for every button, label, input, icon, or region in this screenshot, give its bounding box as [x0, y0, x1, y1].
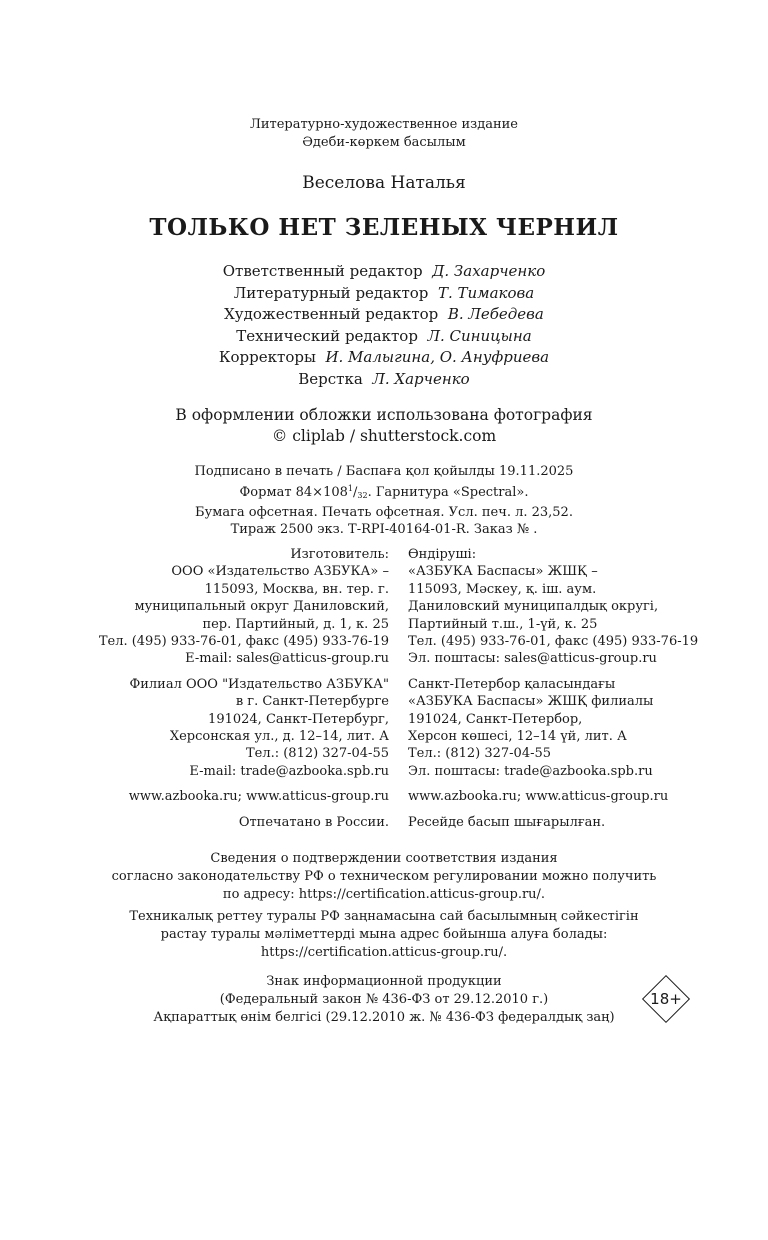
info-line: 191024, Санкт-Петербор,	[408, 711, 583, 727]
cert-line: Техникалық реттеу туралы РФ заңнамасына сай басылымның сәйкестігін	[129, 909, 639, 924]
manufacturer-ru	[99, 546, 389, 668]
editor-name: Д. Захарченко	[432, 262, 546, 280]
info-line: Тел. (495) 933-76-01, факс (495) 933-76-19	[408, 634, 699, 650]
cover-credit	[0, 405, 768, 447]
info-line: 115093, Москва, вн. тер. г.	[204, 581, 389, 597]
info-line: «АЗБУКА Баспасы» ЖШҚ филиалы	[408, 694, 654, 710]
editor-row	[0, 283, 768, 305]
manufacturer-kz	[408, 546, 698, 668]
info-line: в г. Санкт-Петербурге	[235, 694, 389, 710]
sign-line: (Федеральный закон № 436-ФЗ от 29.12.2010 г.)	[219, 992, 549, 1007]
info-line: www.azbooka.ru; www.atticus-group.ru	[408, 789, 669, 805]
websites-kz	[408, 788, 698, 805]
format-prefix: Формат 84×108	[239, 485, 348, 500]
editor-row	[0, 347, 768, 369]
info-line: Өндіруші:	[408, 547, 477, 562]
age-rating-text: 18+	[650, 990, 682, 1008]
cert-line: по адресу: https://certification.atticus-group.ru/.	[222, 887, 546, 902]
editor-name: В. Лебедева	[447, 305, 544, 323]
printed-in-kz	[408, 814, 698, 831]
info-line: www.azbooka.ru; www.atticus-group.ru	[128, 789, 389, 805]
info-line: 191024, Санкт-Петербург,	[208, 711, 389, 727]
cert-line: согласно законодательству РФ о техническом регулировании можно получить	[111, 869, 657, 884]
cert-line: https://certification.atticus-group.ru/.	[260, 945, 508, 960]
printed-in-ru	[99, 814, 389, 831]
book-title: ТОЛЬКО НЕТ ЗЕЛЕНЫХ ЧЕРНИЛ	[149, 214, 619, 241]
info-line: пер. Партийный, д. 1, к. 25	[202, 616, 389, 632]
editor-name: Л. Синицына	[427, 326, 532, 345]
editors-list	[0, 261, 768, 390]
info-line: Тел.: (812) 327-04-55	[245, 746, 389, 762]
publisher-info-ru	[99, 546, 389, 839]
editor-name: Л. Харченко	[372, 369, 470, 388]
info-line: Даниловский муниципалдық округі,	[408, 599, 659, 615]
info-line: E-mail: trade@azbooka.spb.ru	[189, 763, 389, 779]
branch-kz	[408, 676, 698, 780]
format-line: Формат $84\times 108^1/_{32}$. Гарнитура «Spectral».	[239, 484, 529, 500]
editor-row	[0, 304, 768, 326]
info-line: E-mail: sales@atticus-group.ru	[185, 651, 389, 667]
editor-row	[0, 261, 768, 283]
sign-line: Ақпараттық өнім белгісі (29.12.2010 ж. № 436-ФЗ федералдық заң)	[153, 1010, 615, 1025]
sign-line: Знак информационной продукции	[266, 974, 502, 989]
print-details	[0, 463, 768, 538]
editor-row	[0, 369, 768, 391]
cert-line: Сведения о подтверждении соответствия издания	[210, 851, 558, 866]
info-line: Филиал ООО "Издательство АЗБУКА"	[129, 676, 389, 692]
info-line: Херсонская ул., д. 12–14, лит. А	[169, 729, 389, 745]
info-line: «АЗБУКА Баспасы» ЖШҚ –	[408, 564, 598, 580]
info-line: Эл. поштасы: trade@azbooka.spb.ru	[408, 763, 653, 779]
info-line: Отпечатано в России.	[238, 814, 389, 830]
editor-role: Ответственный редактор	[222, 262, 423, 280]
info-line: Херсон көшесі, 12–14 үй, лит. А	[408, 729, 627, 745]
cert-line: растау туралы мәліметтерді мына адрес бойынша алуға болады:	[160, 927, 608, 942]
editor-role: Технический редактор	[236, 326, 418, 345]
editor-name: Т. Тимакова	[437, 283, 535, 302]
info-line: Ресейде басып шығарылған.	[408, 814, 606, 830]
info-line: Санкт-Петербор қаласындағы	[408, 676, 616, 692]
info-line: Тел. (495) 933-76-01, факс (495) 933-76-19	[98, 634, 389, 650]
branch-ru	[99, 676, 389, 780]
edition-type	[0, 116, 768, 152]
info-line: Изготовитель:	[290, 547, 389, 562]
age-rating-badge	[643, 976, 689, 1022]
certification-kz	[0, 908, 768, 962]
format-suffix: . Гарнитура «Spectral».	[367, 485, 529, 500]
editor-name: И. Малыгина, О. Ануфриева	[325, 348, 550, 366]
signed-to-print: Подписано в печать / Баспаға қол қойылды 19.11.2025	[194, 464, 574, 479]
info-line: Эл. поштасы: sales@atticus-group.ru	[408, 651, 657, 667]
info-line: муниципальный округ Даниловский,	[134, 599, 389, 615]
websites-ru	[99, 788, 389, 805]
paper-line: Бумага офсетная. Печать офсетная. Усл. печ. л. 23,52.	[195, 505, 573, 520]
info-line: Партийный т.ш., 1-үй, к. 25	[408, 616, 598, 632]
editor-role: Корректоры	[218, 348, 316, 366]
cover-credit-text: В оформлении обложки использована фотография	[175, 406, 593, 424]
edition-type-ru: Литературно-художественное издание	[250, 117, 518, 132]
editor-role: Литературный редактор	[233, 283, 429, 302]
format-denominator: 32	[357, 491, 368, 500]
editor-role: Верстка	[298, 369, 363, 388]
certification-ru	[0, 850, 768, 904]
info-line: 115093, Мәскеу, қ. іш. аум.	[408, 581, 597, 597]
editor-role: Художественный редактор	[224, 305, 439, 323]
print-run-line: Тираж 2500 экз. Т-RPI-40164-01-R. Заказ № .	[230, 522, 538, 537]
cover-photo-credit: © cliplab / shutterstock.com	[271, 427, 497, 445]
info-line: ООО «Издательство АЗБУКА» –	[171, 564, 389, 580]
format-numerator: 1	[347, 484, 353, 493]
info-line: Тел.: (812) 327-04-55	[408, 746, 552, 762]
publisher-info-kz	[408, 546, 698, 839]
edition-type-kz: Әдеби-көркем басылым	[302, 135, 466, 150]
author-name: Веселова Наталья	[302, 173, 466, 193]
editor-row	[0, 326, 768, 348]
